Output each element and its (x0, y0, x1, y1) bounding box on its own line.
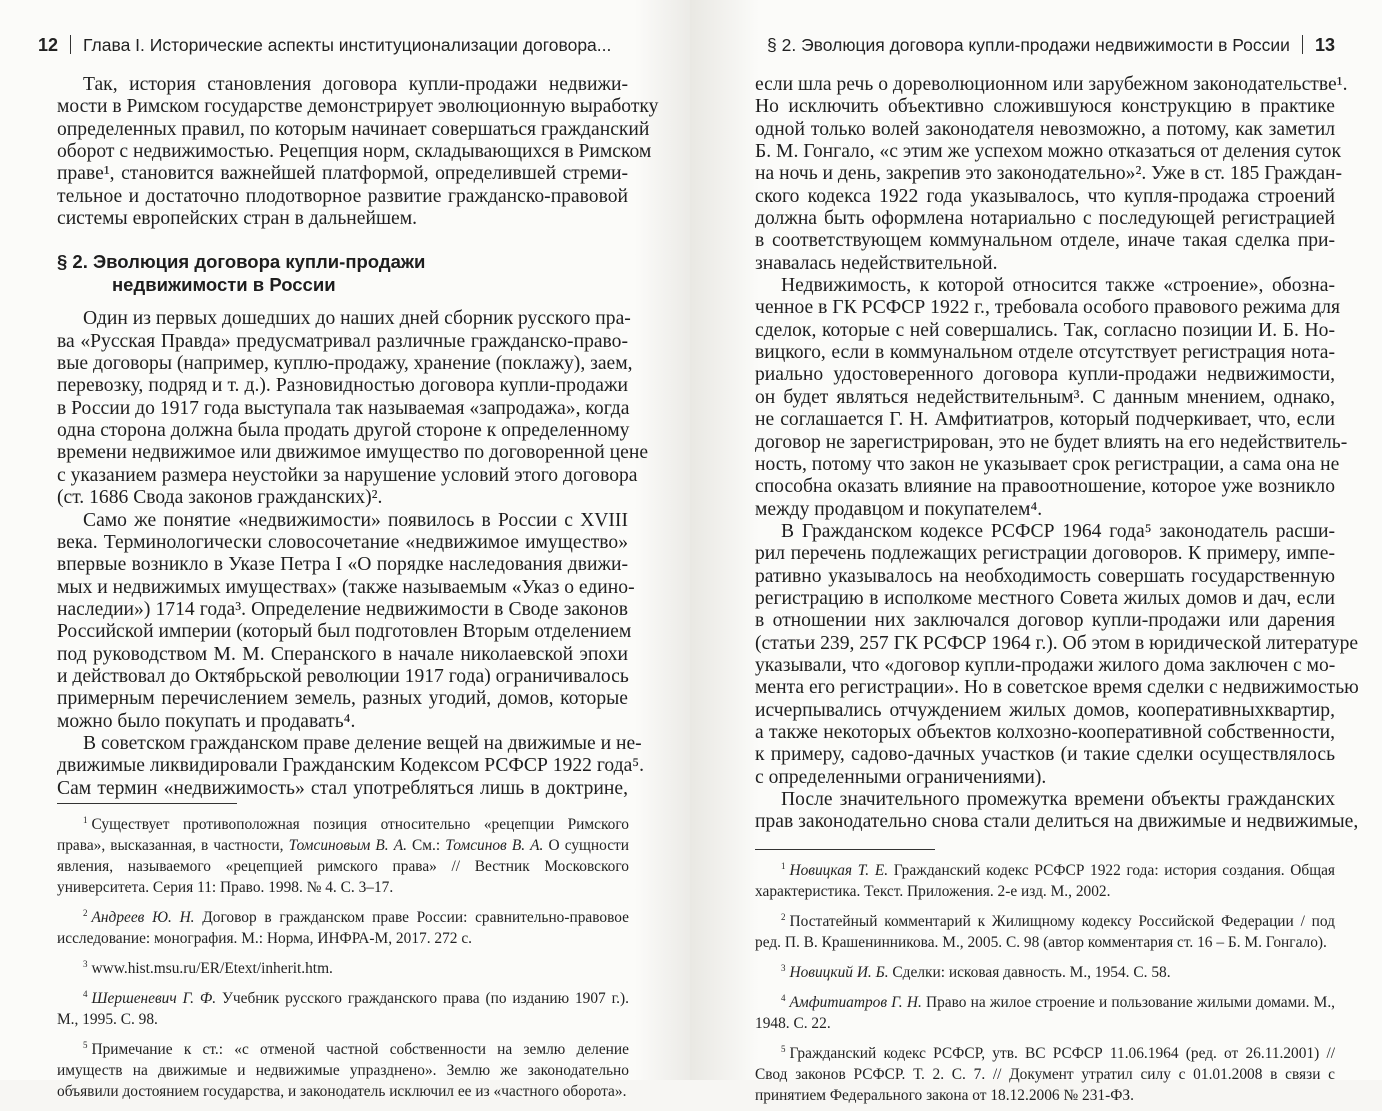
footnote-number: 2 (83, 908, 88, 918)
text-line: ченное в ГК РСФСР 1922 г., требовала особого правового режима для (755, 297, 1341, 319)
footnote-number: 4 (781, 993, 786, 1003)
footnote-text: Сделки: исковая давность. М., 1954. С. 58. (888, 964, 1171, 981)
text-line: должна быть оформлена нотариально с последующей регистрацией (755, 208, 1335, 230)
text-line: После значительного промежутка времени объекты гражданских (781, 789, 1335, 810)
text-line: не соглашается Г. Н. Амфитиатров, который подчеркивает, что, если (755, 409, 1335, 431)
text-line: вые договоры (например, куплю-продажу, хранение (поклажу), заем, (57, 353, 633, 375)
text-line: знавалась недействительной. (755, 252, 998, 274)
footnote-text: www.hist.msu.ru/ER/Etext/inherit.htm. (91, 960, 333, 977)
footnote-number: 1 (83, 815, 88, 825)
text-line: В Гражданском кодексе РСФСР 1964 года⁵ законодатель расши- (781, 520, 1335, 542)
footnote-author: Амфитиатров Г. Н. (789, 994, 922, 1011)
footnote-text: Существует противоположная позиция относительно «рецепции Римского права», высказанная, в частности, (57, 816, 629, 854)
text-line: он будет являться недействительным³. С данным мнением, однако, (755, 386, 1335, 408)
paragraph (57, 308, 649, 509)
text-line: Само же понятие «недвижимости» появилось в России с XVIII (83, 509, 628, 531)
footnote (755, 856, 1335, 902)
running-header (38, 35, 611, 56)
text-line: тельное и достаточно плодотворное развитие гражданско-правовой (57, 185, 628, 207)
footnote-author: Шершеневич Г. Ф. (91, 990, 217, 1007)
text-line: (статьи 239, 257 ГК РСФСР 1964 г.). Об этом в юридической литературе (755, 632, 1359, 654)
text-line: перевозку, подряд и т. д.). Разновидностью договора купли-продажи (57, 375, 628, 397)
footnote-number: 3 (83, 959, 88, 969)
text-line: договор не зарегистрирован, это не будет влиять на его недействитель- (755, 431, 1348, 453)
text-line: прав законодательно снова стали делиться на движимые и недвижимые, (755, 811, 1359, 833)
page-number: 13 (1314, 35, 1335, 55)
text-line: примерным перечислением земель, разных угодий, домов, которые (57, 688, 628, 710)
text-line: если шла речь о дореволюционном или зарубежном законодательстве¹. (755, 74, 1348, 95)
footnote (57, 984, 629, 1030)
text-line: ность, потому что закон не указывает срок регистрации, а сама она не (755, 453, 1340, 475)
text-line: § 2. Эволюция договора купли-продажи (57, 251, 426, 273)
text-line: риально удостоверенного договора купли-продажи недвижимости, (755, 364, 1335, 386)
body-text (57, 74, 659, 800)
text-line: к примеру, садово-дачных участков (и такие сделки осуществлялось (755, 744, 1335, 766)
header-divider (1302, 35, 1303, 54)
text-line: в отношении них заключался договор купли-продажи или дарения (755, 610, 1335, 632)
text-line: мости в Римском государстве демонстрирует эволюционную выработку (57, 96, 659, 118)
footnote-text: Учебник русского гражданского права (по изданию 1907 г.). М., 1995. С. 98. (57, 990, 629, 1028)
footnote-text: Гражданский кодекс РСФСР 1922 года: история создания. Общая характеристика. Текст. Приложения. 2-е изд. М., 2002. (755, 862, 1335, 900)
footnote-number: 3 (781, 963, 786, 973)
text-line: рил перечень подлежащих регистрации договоров. К примеру, импе- (755, 543, 1335, 565)
paragraph (755, 520, 1359, 789)
footnote-rule (57, 803, 237, 804)
text-line: Б. М. Гонгало, «с этим же успехом можно отказаться от деления суток (755, 141, 1342, 163)
text-line: (ст. 1686 Свода законов гражданских)². (57, 487, 383, 509)
text-line: между продавцом и покупателем⁴. (755, 498, 1043, 520)
text-line: способна оказать влияние на правоотношение, которое уже возникло (755, 476, 1335, 498)
running-header (767, 35, 1335, 56)
footnote-text: Право на жилое строение и пользование жилыми домами. М., 1948. С. 22. (755, 994, 1336, 1032)
text-line: праве¹, становится важнейшей платформой, определившей стреми- (57, 163, 628, 185)
text-line: В советском гражданском праве деление вещей на движимые и не- (83, 732, 642, 754)
footnote-text: Примечание к ст.: «с отменой частной собственности на землю деление имуществ на движимые и недвижимые упразднено». Землю же законодательно объявили достоянием государства, и законодатель исключил ее из «частного оборота». (57, 1041, 629, 1100)
footnote-text: Гражданский кодекс РСФСР, утв. ВС РСФСР 11.06.1964 (ред. от 26.11.2001) // Свод законов РСФСР. Т. 2. С. 7. // Документ утратил силу с 01.01.2008 в связи с принятием Федерального закона от 18.12.2006 № 231-ФЗ. (755, 1045, 1335, 1104)
text-line: мых и недвижимых имуществах» (также называемым «Указ о едино- (57, 576, 635, 598)
text-line: в России до 1917 года выступала так называемая «запродажа», когда (57, 397, 630, 419)
text-line: системы европейских стран в дальнейшем. (57, 208, 418, 230)
text-line: века. Терминологически словосочетание «недвижимое имущество» (57, 531, 628, 553)
footnote-text: Постатейный комментарий к Жилищному кодексу Российской Федерации / под ред. П. В. Крашенинникова. М., 2005. С. 98 (автор комментария ст. 16 – Б. М. Гонгало). (755, 913, 1335, 951)
right-page (690, 0, 1382, 1104)
paragraph (755, 275, 1348, 521)
text-line: ского кодекса 1922 года указывалось, что купля-продажа строений (755, 185, 1335, 207)
text-line: а также некоторых объектов колхозно-кооперативной собственности, (755, 721, 1335, 743)
footnote-author: Томсинов В. А. (445, 837, 544, 854)
text-line: под руководством М. М. Сперанского в начале николаевской эпохи (57, 643, 628, 665)
footnote (755, 988, 1335, 1034)
body-text (755, 74, 1359, 834)
text-line: оборот с недвижимостью. Рецепция норм, складывающихся в Римском (57, 141, 652, 163)
text-line: Так, история становления договора купли-продажи недвижи- (83, 74, 628, 95)
page-number: 12 (38, 35, 59, 55)
footnote-text: См.: (406, 837, 446, 854)
left-page (0, 0, 690, 1100)
text-line: Недвижимость, к которой относится также «строение», обозна- (781, 275, 1335, 297)
text-line: сделок, которые с ней совершались. Так, согласно позиции И. Б. Но- (755, 319, 1335, 341)
footnote (755, 958, 1335, 983)
text-line: недвижимости в России (112, 274, 336, 296)
text-line: одна сторона должна была продать другой стороне к определенному (57, 420, 630, 442)
text-line: вицкого, если в коммунальном отделе отсутствует регистрация нота- (755, 342, 1335, 364)
running-head-title: § 2. Эволюция договора купли-продажи недвижимости в России (767, 35, 1290, 55)
running-head-title: Глава I. Исторические аспекты институционализации договора... (83, 35, 612, 55)
section-heading (57, 250, 628, 296)
footnote-text: Договор в гражданском праве России: сравнительно-правовое исследование: монография. М.: Норма, ИНФРА-М, 2017. 272 с. (57, 909, 629, 947)
paragraph (57, 74, 659, 230)
text-line: с определенными ограничениями). (755, 766, 1047, 788)
text-line: Но исключить объективно сложившуюся конструкцию в практике (755, 96, 1335, 118)
text-line: на ночь и день, закрепив это законодательно»². Уже в ст. 185 Граждан- (755, 163, 1342, 185)
text-line: мента его регистрации». Но в советское время сделки с недвижимостью (755, 677, 1359, 699)
footnote (57, 810, 629, 898)
footnote (57, 954, 629, 979)
text-line: определенных правил, по которым начинает совершаться гражданский (57, 118, 650, 140)
text-line: впервые возникло в Указе Петра I «О порядке наследования движи- (57, 554, 628, 576)
text-line: одной только волей законодателя невозможно, а потому, как заметил (755, 118, 1335, 140)
footnote-number: 5 (83, 1040, 88, 1050)
footnote-author: Томсиновым В. А. (288, 837, 407, 854)
text-line: наследии») 1714 года³. Определение недвижимости в Своде законов (57, 598, 628, 620)
text-line: с указанием размера неустойки за нарушение условий этого договора (57, 464, 638, 486)
text-line: движимые ликвидировали Гражданским Кодексом РСФСР 1922 года⁵. (57, 755, 645, 777)
footnote-author: Новицкий И. Б. (789, 964, 889, 981)
footnote-number: 1 (781, 861, 786, 871)
text-line: в соответствующем коммунальном отделе, иначе такая сделка при- (755, 230, 1335, 252)
paragraph (755, 74, 1348, 275)
footnote-author: Новицкая Т. Е. (789, 862, 889, 879)
text-line: можно было покупать и продавать⁴. (57, 710, 356, 732)
header-divider (70, 35, 71, 54)
text-line: регистрацию в исполкоме местного Совета жилых домов и дач, если (755, 587, 1335, 609)
footnotes (57, 810, 629, 1107)
text-line: исчерпывались отчуждением жилых домов, кооперативныхквартир, (755, 699, 1335, 721)
footnote (57, 903, 629, 949)
paragraph (57, 732, 645, 800)
footnotes (755, 856, 1335, 1111)
text-line: Российской империи (который был подготовлен Вторым отделением (57, 621, 632, 643)
footnote-number: 4 (83, 989, 88, 999)
paragraph (57, 509, 635, 733)
footnote (57, 1035, 629, 1102)
footnote-number: 2 (781, 912, 786, 922)
footnote-number: 5 (781, 1044, 786, 1054)
text-line: ва «Русская Правда» предусматривал различные гражданско-право- (57, 330, 628, 352)
footnote-text: О сущности явления, называемого «рецепцией римского права» // Вестник Московского университета. Серия 11: Право. 1998. № 4. С. 3–17. (57, 837, 629, 896)
footnote (755, 1039, 1335, 1106)
text-line: времени недвижимое или движимое имущество по договоренной цене (57, 442, 649, 464)
footnote-rule (755, 849, 935, 850)
footnote (755, 907, 1335, 953)
text-line: и действовал до Октябрьской революции 1917 года) ограничивалось (57, 665, 629, 687)
text-line: указывали, что «договор купли-продажи жилого дома заключен с мо- (755, 654, 1336, 676)
footnote-author: Андреев Ю. Н. (91, 909, 195, 926)
paragraph (755, 789, 1359, 834)
text-line: Один из первых дошедших до наших дней сборник русского пра- (83, 308, 631, 330)
text-line: ративно указывалось на необходимость совершать государственную (755, 565, 1335, 587)
text-line: Сам термин «недвижимость» стал употребляться лишь в доктрине, (57, 777, 628, 799)
